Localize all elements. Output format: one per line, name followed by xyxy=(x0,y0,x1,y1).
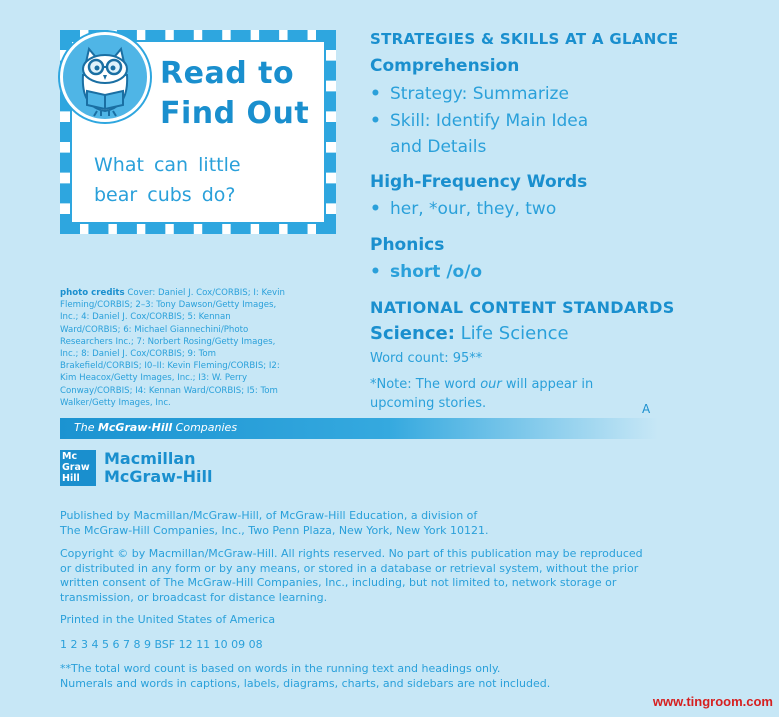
question-line-1: What can little xyxy=(94,154,241,176)
title-line-1: Read to xyxy=(160,56,295,91)
comprehension-item-skill-cont: and Details xyxy=(390,137,487,157)
hfw-title: High-Frequency Words xyxy=(370,172,588,192)
question-line-2: bear cubs do? xyxy=(94,184,236,206)
comprehension-title: Comprehension xyxy=(370,56,520,76)
macmillan-logo-name: Macmillan McGraw-Hill xyxy=(104,449,213,486)
word-count-footnote: **The total word count is based on words in the running text and headings only. Numerals and words in captions, labels, diagrams, charts, and sidebars are not included. xyxy=(60,662,551,690)
print-numbers: 1 2 3 4 5 6 7 8 9 BSF 12 11 10 09 08 xyxy=(60,638,263,651)
word-count: Word count: 95** xyxy=(370,351,483,366)
mcgraw-hill-companies-text: The McGraw·Hill Companies xyxy=(74,421,238,434)
science-standard xyxy=(370,323,569,344)
printed-in: Printed in the United States of America xyxy=(60,613,276,626)
mcgraw-hill-logo-icon: Mc Graw Hill xyxy=(60,450,96,486)
phonics-item: • short /o/o xyxy=(370,259,482,285)
guiding-question xyxy=(94,150,314,210)
owl-reading-icon xyxy=(60,32,150,122)
photo-credits xyxy=(60,287,292,409)
science-value: Life Science xyxy=(460,323,569,344)
mcgraw-hill-companies-band xyxy=(60,418,658,439)
standards-heading: NATIONAL CONTENT STANDARDS xyxy=(370,298,675,317)
comprehension-item-skill: • Skill: Identify Main Idea xyxy=(370,108,588,134)
bullet-icon: • xyxy=(370,199,381,219)
level-letter: A xyxy=(642,402,651,416)
hfw-item: • her, *our, they, two xyxy=(370,196,556,222)
comprehension-item-strategy: • Strategy: Summarize xyxy=(370,81,569,107)
bullet-icon: • xyxy=(370,262,381,282)
photo-credits-text: Cover: Daniel J. Cox/CORBIS; I: Kevin Fleming/CORBIS; 2–3: Tony Dawson/Getty Images, Inc.; 4: Daniel J. Cox/CORBIS; 5: Kennan Ward/CORBIS; 6: Michael Giannechini/Photo Researchers Inc.; 7: Norbert Rosing/Getty Images, Inc.; 8: Daniel J. Cox/CORBIS; 9: Tom Brakefield/CORBIS; I0–II: Kevin Fleming/CORBIS; I2: Kim Heacox/Getty Images, Inc.; I3: W. Perry Conway/CORBIS; I4: Kennan Ward/CORBIS; I5: Tom Walker/Getty Images, Inc. xyxy=(60,288,285,408)
note: *Note: The word our will appear in upcoming stories. xyxy=(370,377,594,411)
read-to-find-out-panel xyxy=(70,40,326,224)
copyright: Copyright © by Macmillan/McGraw-Hill. All rights reserved. No part of this publication may be reproduced or distributed in any form or by any means, or stored in a database or retrieval system, without the prior written consent of The McGraw-Hill Companies, Inc., including, but not limited to, network storage or transmission, or broadcast for distance learning. xyxy=(60,547,643,604)
title-line-2: Find Out xyxy=(160,96,310,131)
watermark: www.tingroom.com xyxy=(652,694,773,709)
published-by: Published by Macmillan/McGraw-Hill, of McGraw-Hill Education, a division of The McGraw-Hill Companies, Inc., Two Penn Plaza, New York, New York 10121. xyxy=(60,509,489,537)
strategies-heading: STRATEGIES & SKILLS AT A GLANCE xyxy=(370,30,679,48)
photo-credits-label: photo credits xyxy=(60,288,125,298)
read-to-find-out-title xyxy=(160,54,309,134)
bullet-icon: • xyxy=(370,84,381,104)
phonics-title: Phonics xyxy=(370,235,445,255)
science-label: Science: xyxy=(370,323,455,344)
read-to-find-out-box xyxy=(60,30,336,234)
bullet-icon: • xyxy=(370,111,381,131)
